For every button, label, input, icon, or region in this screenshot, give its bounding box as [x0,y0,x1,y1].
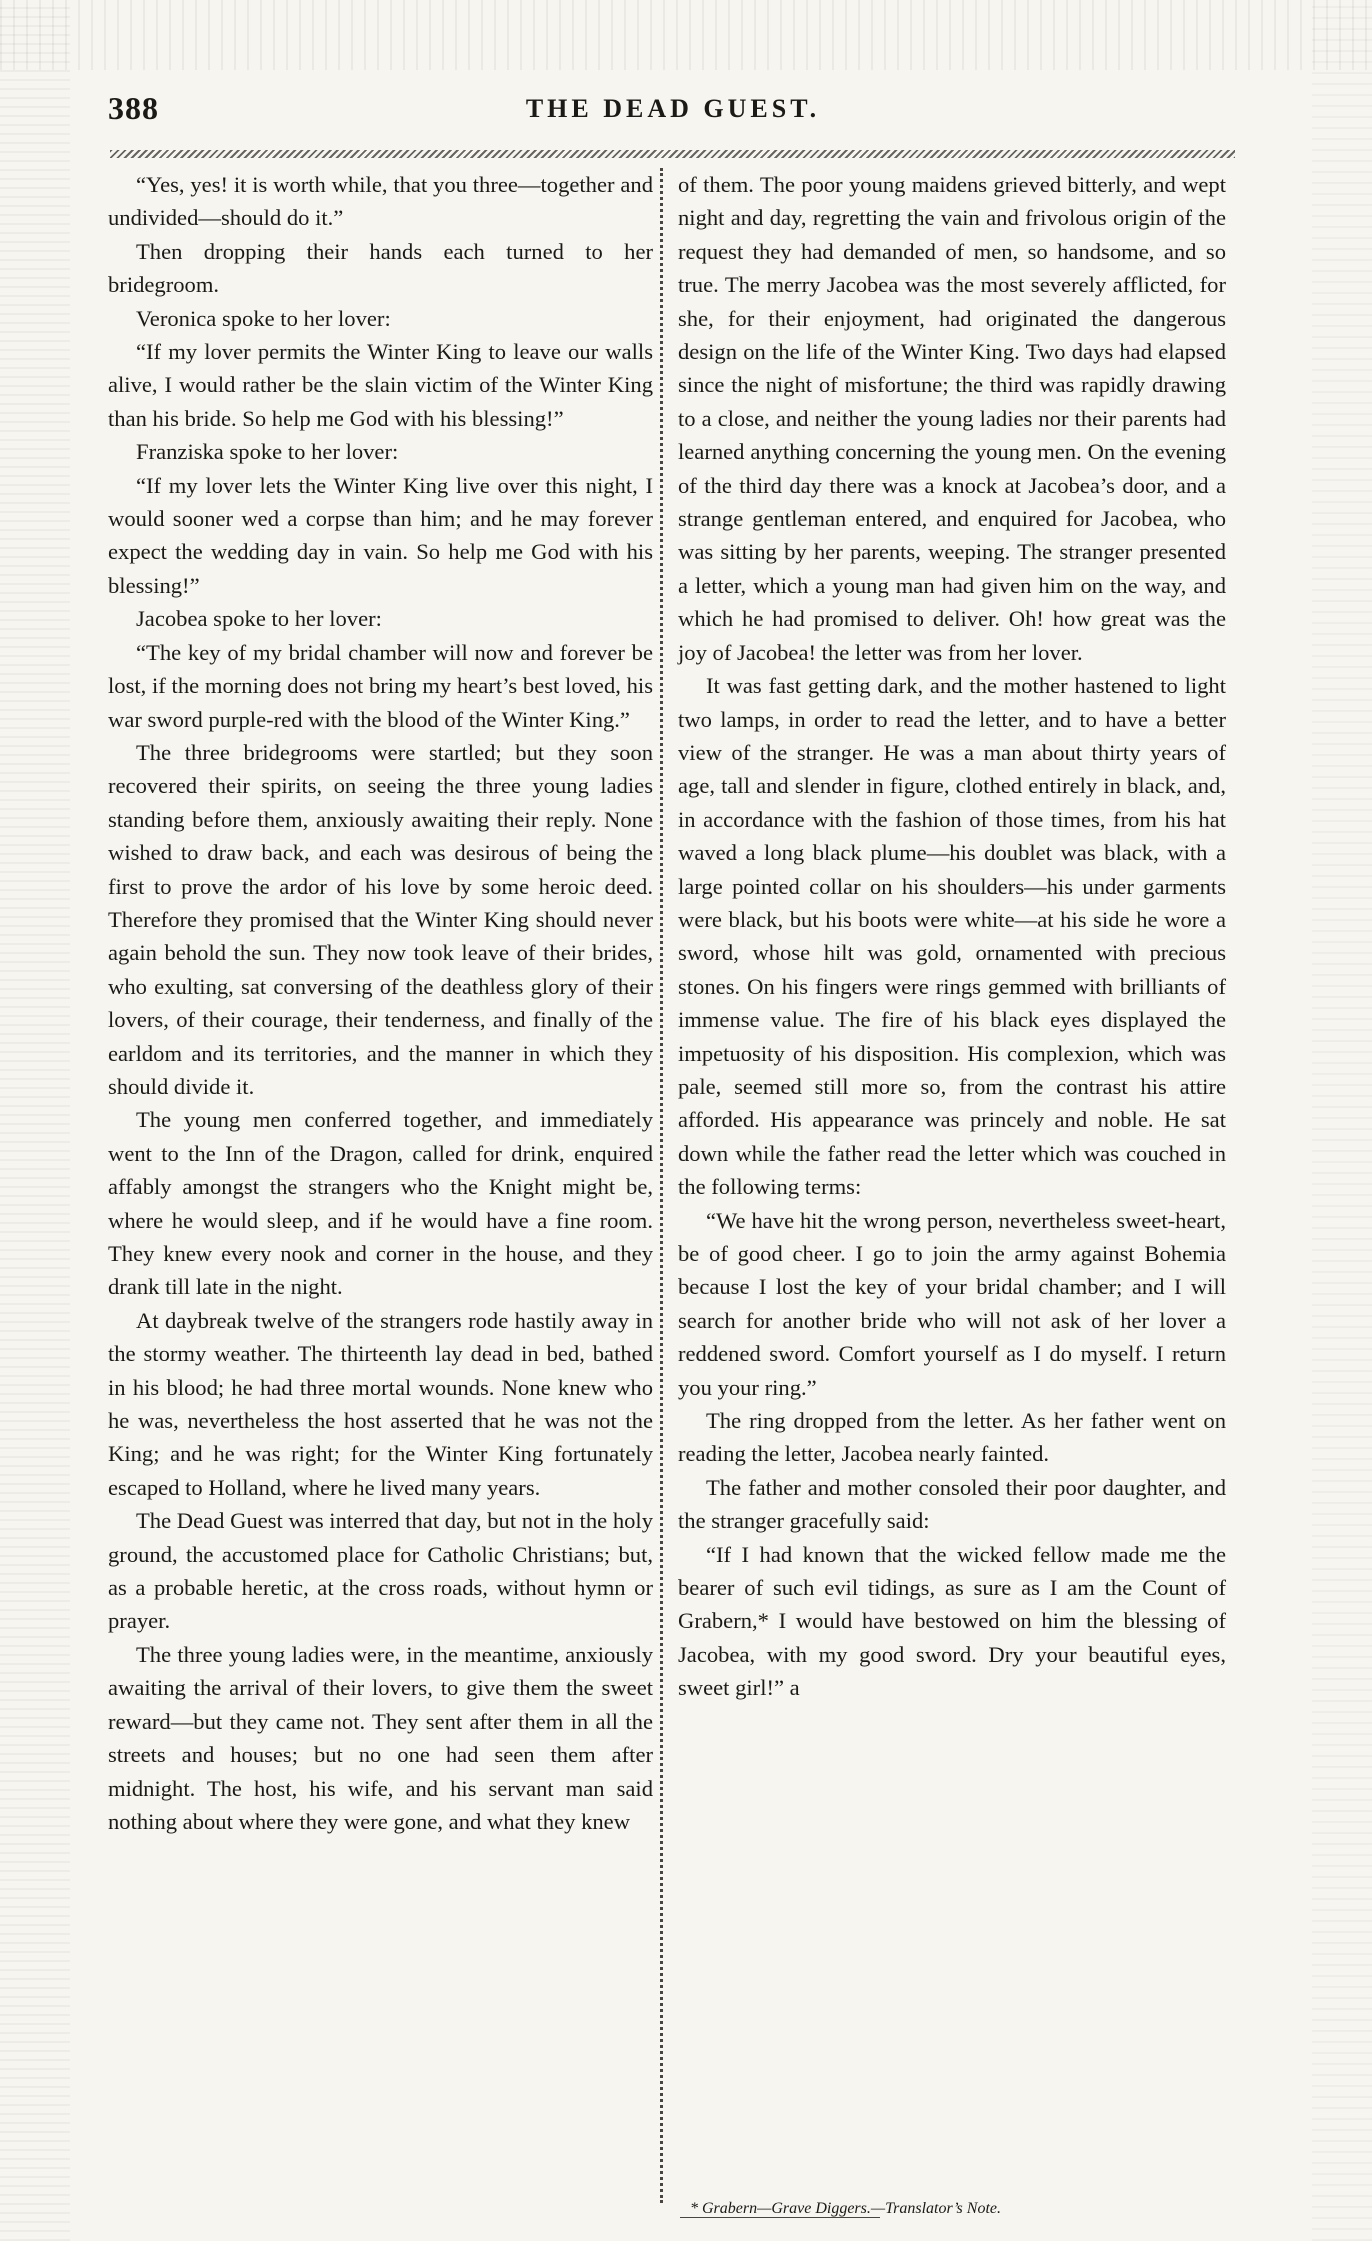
running-title: THE DEAD GUEST. [525,94,821,123]
paragraph: Then dropping their hands each turned to her bridegroom. [108,238,653,298]
paragraph: It was fast getting dark, and the mother hastened to light two lamps, in order to read the letter, and to have a better view of the stranger. He was a man about thirty years of age, tall and slender in figure, clothed entirely in black, and, in accordance with the fashion of those times, from his hat waved a long black plume—his doublet was black, with a large pointed collar on his shoulders—his under garments were black, but his boots were white—at his side he wore a sword, whose hilt was gold, ornamented with precious stones. On his fingers were rings gemmed with brilliants of immense value. The fire of his black eyes displayed the impetuosity of his disposition. His complexion, which was pale, seemed still more so, from the contrast his attire afforded. His appearance was princely and noble. He sat down while the father read the letter which was couched in the following terms: [678,673,1226,1200]
right-column [678,168,1226,1705]
paragraph: “Yes, yes! it is worth while, that you three—together and undivided—should do it.” [108,172,653,231]
paragraph: At daybreak twelve of the strangers rode hastily away in the stormy weather. The thirteenth lay dead in bed, bathed in his blood; he had three mortal wounds. None knew who he was, nevertheless the host asserted that he was not the King; and he was right; for the Winter King fortunately escaped to Holland, where he lived many years. [108,1307,653,1500]
paragraph: The Dead Guest was interred that day, but not in the holy ground, the accustomed place for Catholic Christians; but, as a probable heretic, at the cross roads, without hymn or prayer. [108,1508,653,1634]
paragraph: The ring dropped from the letter. As her father went on reading the letter, Jacobea nearly fainted. [678,1408,1226,1467]
scan-noise-top [0,0,1372,70]
paragraph: Franziska spoke to her lover: [136,439,399,465]
paragraph: The father and mother consoled their poor daughter, and the stranger gracefully said: [678,1474,1226,1534]
paragraph: Jacobea spoke to her lover: [136,606,382,632]
page-number: 388 [108,90,159,126]
paragraph: “If I had known that the wicked fellow made me the bearer of such evil tidings, as sure as I am the Count of Grabern,* I would have bestowed on him the blessing of Jacobea, with my good sword. Dry your beautiful eyes, sweet girl!” a [678,1541,1226,1701]
paragraph: Veronica spoke to her lover: [136,305,391,331]
paragraph: The three bridegrooms were startled; but they soon recovered their spirits, on seeing the three young ladies standing before them, anxiously awaiting their reply. None wished to draw back, and each was desirous of being the first to prove the ardor of his love by some heroic deed. Therefore they promised that the Winter King should never again behold the sun. They now took leave of their brides, who exulting, sat conversing of the deathless glory of their lovers, of their courage, their tenderness, and finally of the earldom and its territories, and the manner in which they should divide it. [108,739,653,1099]
page-header [108,90,1238,140]
scan-noise-right [1312,0,1372,2241]
footnote: * Grabern—Grave Diggers.—Translator’s Note. [690,2200,1001,2217]
paragraph: The three young ladies were, in the meantime, anxiously awaiting the arrival of their lovers, to give them the sweet reward—but they came not. They sent after them in all the streets and houses; but no one had seen them after midnight. The host, his wife, and his servant man said nothing about where they were gone, and what they knew [108,1641,653,1834]
left-column [108,168,653,1838]
paragraph: “The key of my bridal chamber will now and forever be lost, if the morning does not bring my heart’s best loved, his war sword purple-red with the blood of the Winter King.” [108,639,653,732]
paragraph: “If my lover permits the Winter King to leave our walls alive, I would rather be the slain victim of the Winter King than his bride. So help me God with his blessing!” [108,339,653,431]
paragraph: of them. The poor young maidens grieved bitterly, and wept night and day, regretting the vain and frivolous origin of the request they had demanded of men, so handsome, and so true. The merry Jacobea was the most severely afflicted, for she, for their enjoyment, had originated the dangerous design on the life of the Winter King. Two days had elapsed since the night of misfortune; the third was rapidly drawing to a close, and neither the young ladies nor their parents had learned anything concerning the young men. On the evening of the third day there was a knock at Jacobea’s door, and a strange gentleman entered, and enquired for Jacobea, who was sitting by her parents, weeping. The stranger presented a letter, which a young man had given him on the way, and which he had promised to deliver. Oh! how great was the joy of Jacobea! the letter was from her lover. [678,172,1226,665]
paragraph: “We have hit the wrong person, nevertheless sweet-heart, be of good cheer. I go to join the army against Bohemia because I lost the key of your bridal chamber; and I will search for another bride who will not ask of her lover a reddened sword. Comfort yourself as I do myself. I return you your ring.” [678,1207,1226,1400]
paragraph: The young men conferred together, and immediately went to the Inn of the Dragon, called for drink, enquired affably amongst the strangers who the Knight might be, where he would sleep, and if he would have a fine room. They knew every nook and corner in the house, and they drank till late in the night. [108,1107,653,1300]
scan-noise-left [0,0,70,2241]
header-rule [110,150,1235,158]
paragraph: “If my lover lets the Winter King live over this night, I would sooner wed a corpse than him; and he may forever expect the wedding day in vain. So help me God with his blessing!” [108,472,653,598]
column-divider [660,168,666,2203]
